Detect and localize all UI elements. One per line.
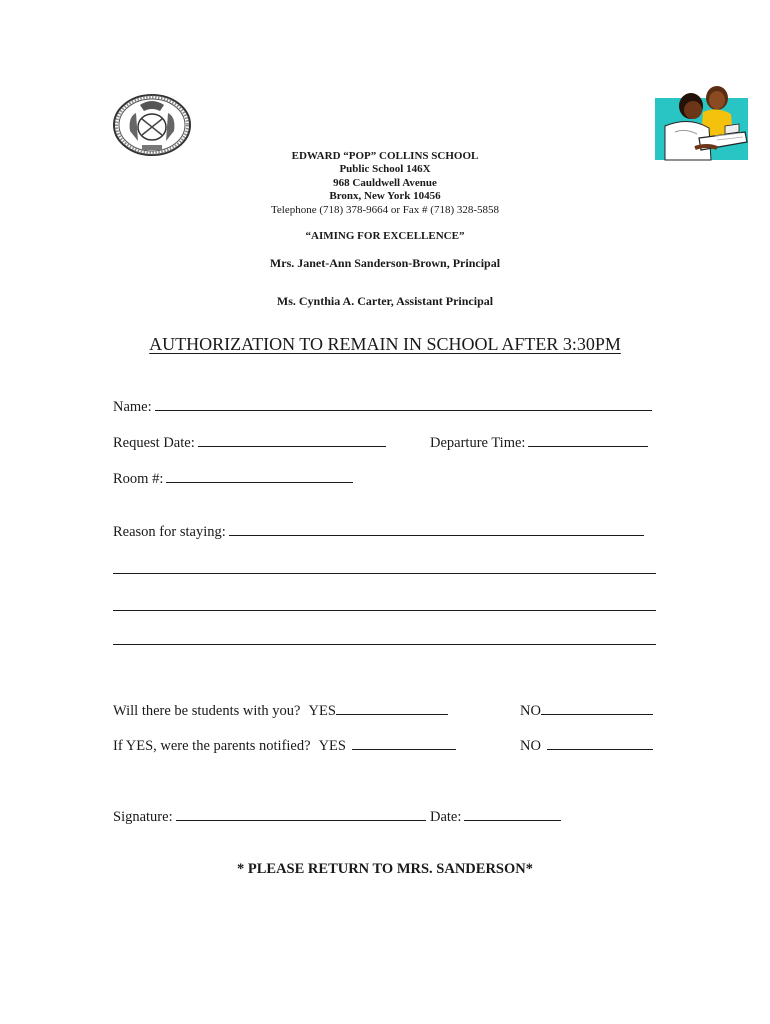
name-field[interactable] (113, 396, 652, 416)
date-label: Date: (430, 809, 462, 825)
school-phone: Telephone (718) 378-9664 or Fax # (718) 328-5858 (270, 203, 500, 216)
students-no-field[interactable] (520, 700, 653, 720)
students-no-label: NO (520, 703, 541, 719)
parents-no-input-line[interactable] (547, 735, 653, 750)
parents-question-field[interactable] (113, 735, 456, 755)
name-label: Name: (113, 399, 152, 415)
students-yes-label: YES (308, 703, 336, 719)
signature-field[interactable] (113, 806, 426, 826)
room-label: Room #: (113, 471, 164, 487)
request-date-input-line[interactable] (198, 432, 386, 447)
date-field[interactable] (430, 806, 561, 826)
parents-no-label: NO (520, 738, 541, 754)
students-yes-input-line[interactable] (336, 700, 448, 715)
school-header (185, 150, 585, 217)
reason-field[interactable] (113, 521, 644, 541)
students-no-input-line[interactable] (541, 700, 653, 715)
name-input-line[interactable] (155, 396, 652, 411)
students-question-label: Will there be students with you? (113, 703, 301, 719)
school-motto: “AIMING FOR EXCELLENCE” (305, 230, 465, 242)
room-input-line[interactable] (166, 468, 353, 483)
departure-time-field[interactable] (430, 432, 648, 452)
parents-no-field[interactable] (520, 735, 653, 755)
assistant-principal-name: Ms. Cynthia A. Carter, Assistant Principal (276, 294, 494, 308)
reason-extra-line-3[interactable] (113, 643, 656, 645)
parents-question-label: If YES, were the parents notified? (113, 738, 311, 754)
parents-yes-input-line[interactable] (352, 735, 456, 750)
school-name: EDWARD “POP” COLLINS SCHOOL (291, 150, 479, 162)
return-note: * PLEASE RETURN TO MRS. SANDERSON* (237, 861, 533, 877)
students-studying-picture (655, 82, 748, 162)
reason-input-line[interactable] (229, 521, 644, 536)
room-field[interactable] (113, 468, 353, 488)
school-number: Public School 146X (339, 163, 431, 176)
school-seal-icon (112, 93, 192, 157)
date-input-line[interactable] (464, 806, 561, 821)
reason-label: Reason for staying: (113, 524, 226, 540)
parents-yes-label: YES (318, 738, 346, 754)
principal-name: Mrs. Janet-Ann Sanderson-Brown, Principal (269, 256, 501, 270)
request-date-label: Request Date: (113, 435, 195, 451)
form-title: AUTHORIZATION TO REMAIN IN SCHOOL AFTER 3:30PM (149, 334, 621, 354)
signature-input-line[interactable] (176, 806, 426, 821)
reason-extra-line-2[interactable] (113, 609, 656, 611)
departure-time-input-line[interactable] (528, 432, 648, 447)
departure-time-label: Departure Time: (430, 435, 526, 451)
school-street: 968 Cauldwell Avenue (333, 176, 437, 189)
reason-extra-line-1[interactable] (113, 572, 656, 574)
school-city: Bronx, New York 10456 (329, 190, 441, 203)
students-question-field[interactable] (113, 700, 448, 720)
request-date-field[interactable] (113, 432, 386, 452)
signature-label: Signature: (113, 809, 173, 825)
